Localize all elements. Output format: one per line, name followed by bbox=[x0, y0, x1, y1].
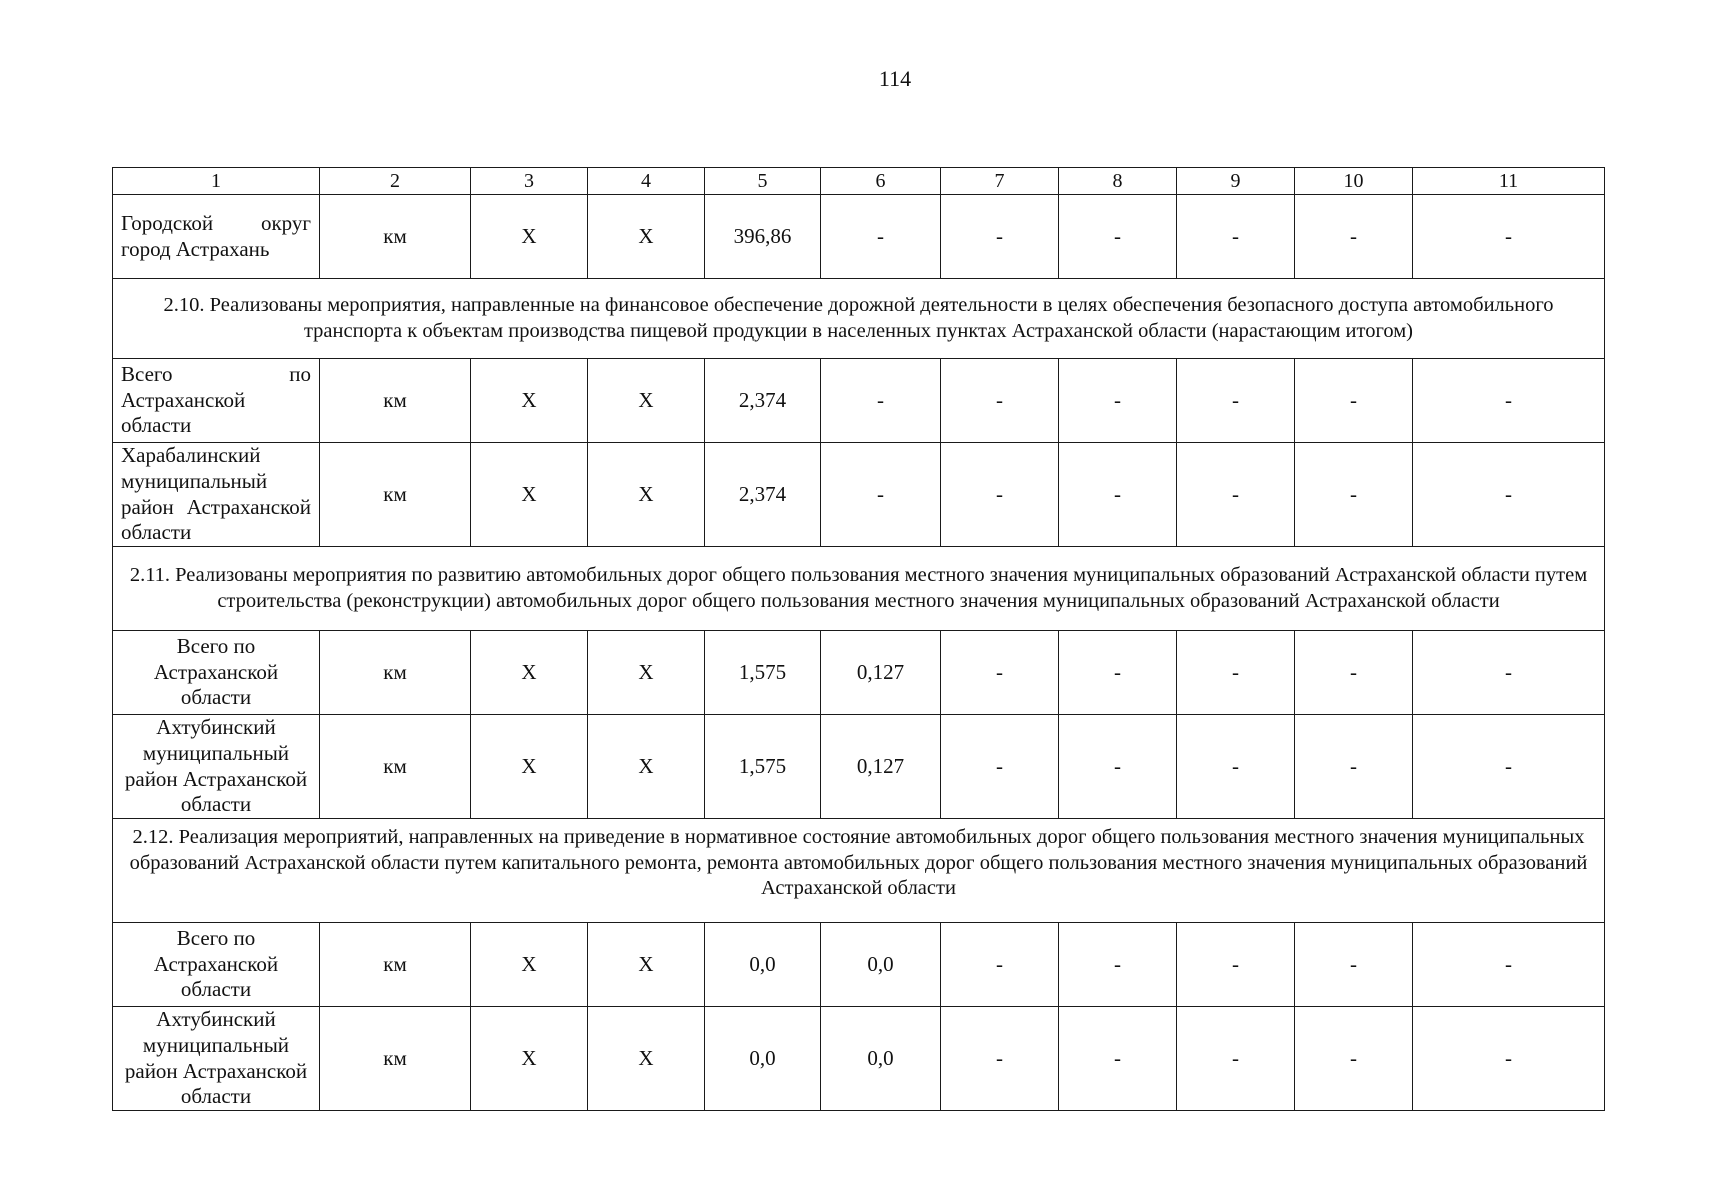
table-cell: Х bbox=[471, 195, 588, 279]
table-cell: - bbox=[1059, 923, 1177, 1007]
table-cell: - bbox=[1059, 631, 1177, 715]
table-row bbox=[113, 715, 1605, 819]
table-cell: 0,0 bbox=[705, 1007, 821, 1111]
column-header: 4 bbox=[588, 168, 705, 195]
section-heading: 2.10. Реализованы мероприятия, направленные на финансовое обеспечение дорожной деятельности в целях обеспечения безопасного доступа автомобильного транспорта к объектам производства пищевой продукции в населенных пунктах Астраханской области (нарастающим итогом) bbox=[113, 279, 1605, 359]
page-number: 114 bbox=[878, 66, 912, 91]
table-row bbox=[113, 195, 1605, 279]
row-name: Всего по Астраханской области bbox=[113, 923, 320, 1007]
section-row bbox=[113, 279, 1605, 359]
table-cell: - bbox=[1413, 359, 1605, 443]
table-cell: км bbox=[320, 923, 471, 1007]
table-cell: - bbox=[821, 195, 941, 279]
section-heading: 2.11. Реализованы мероприятия по развитию автомобильных дорог общего пользования местного значения муниципальных образований Астраханской области путем строительства (реконструкции) автомобильных дорог общего пользования местного значения муниципальных образований Астраханской области bbox=[113, 547, 1605, 631]
table-cell: Х bbox=[588, 715, 705, 819]
table-cell: Х bbox=[471, 715, 588, 819]
table-cell: - bbox=[941, 1007, 1059, 1111]
table-row bbox=[113, 443, 1605, 547]
table-cell: 0,0 bbox=[821, 923, 941, 1007]
table-cell: - bbox=[1413, 715, 1605, 819]
table-cell: - bbox=[1413, 923, 1605, 1007]
table-cell: - bbox=[1177, 1007, 1295, 1111]
table-cell: км bbox=[320, 443, 471, 547]
table-cell: км bbox=[320, 195, 471, 279]
table-cell: - bbox=[1177, 631, 1295, 715]
column-header: 1 bbox=[113, 168, 320, 195]
table-cell: - bbox=[941, 443, 1059, 547]
table-cell: - bbox=[821, 443, 941, 547]
row-name: Всего по Астраханской области bbox=[113, 631, 320, 715]
table-cell: - bbox=[1295, 715, 1413, 819]
table-cell: Х bbox=[588, 195, 705, 279]
column-header: 3 bbox=[471, 168, 588, 195]
column-header: 6 bbox=[821, 168, 941, 195]
table-cell: - bbox=[941, 631, 1059, 715]
table-row bbox=[113, 631, 1605, 715]
table-cell: - bbox=[1059, 359, 1177, 443]
table-cell: - bbox=[1295, 443, 1413, 547]
section-heading: 2.12. Реализация мероприятий, направленных на приведение в нормативное состояние автомобильных дорог общего пользования местного значения муниципальных образований Астраханской области путем капитального ремонта, ремонта автомобильных дорог общего пользования местного значения муниципальных образований Астраханской области bbox=[113, 819, 1605, 923]
column-header: 10 bbox=[1295, 168, 1413, 195]
table-cell: 0,127 bbox=[821, 715, 941, 819]
table-cell: 2,374 bbox=[705, 443, 821, 547]
table-cell: - bbox=[1177, 359, 1295, 443]
column-header: 9 bbox=[1177, 168, 1295, 195]
column-header: 11 bbox=[1413, 168, 1605, 195]
row-name: Городской округ город Астрахань bbox=[113, 195, 320, 279]
table-cell: Х bbox=[588, 1007, 705, 1111]
table-cell: Х bbox=[588, 631, 705, 715]
table-cell: - bbox=[1413, 1007, 1605, 1111]
table-cell: - bbox=[1059, 1007, 1177, 1111]
row-name: Всего по Астраханской области bbox=[113, 359, 320, 443]
table-cell: км bbox=[320, 359, 471, 443]
column-header: 2 bbox=[320, 168, 471, 195]
table-cell: Х bbox=[588, 923, 705, 1007]
table-cell: - bbox=[1295, 1007, 1413, 1111]
table-row bbox=[113, 359, 1605, 443]
table-cell: км bbox=[320, 631, 471, 715]
table-cell: - bbox=[1059, 443, 1177, 547]
table-row bbox=[113, 923, 1605, 1007]
table-cell: - bbox=[1295, 631, 1413, 715]
table-cell: - bbox=[1059, 195, 1177, 279]
row-name: Харабалинский муниципальный район Астраханской области bbox=[113, 443, 320, 547]
table-cell: 0,0 bbox=[821, 1007, 941, 1111]
table-cell: - bbox=[941, 923, 1059, 1007]
table-cell: - bbox=[941, 359, 1059, 443]
table-cell: км bbox=[320, 1007, 471, 1111]
table-cell: - bbox=[1413, 631, 1605, 715]
table-cell: - bbox=[1177, 443, 1295, 547]
table-cell: - bbox=[1295, 195, 1413, 279]
table-cell: - bbox=[1295, 923, 1413, 1007]
table-cell: - bbox=[1177, 923, 1295, 1007]
table-cell: 396,86 bbox=[705, 195, 821, 279]
table-cell: - bbox=[1177, 715, 1295, 819]
table-cell: - bbox=[1295, 359, 1413, 443]
table-cell: - bbox=[1413, 443, 1605, 547]
section-row bbox=[113, 547, 1605, 631]
table-cell: Х bbox=[471, 923, 588, 1007]
column-header: 5 bbox=[705, 168, 821, 195]
table-cell: - bbox=[1059, 715, 1177, 819]
table-header-row bbox=[113, 168, 1605, 195]
table-cell: - bbox=[821, 359, 941, 443]
table-cell: 1,575 bbox=[705, 715, 821, 819]
table-row bbox=[113, 1007, 1605, 1111]
table-cell: 2,374 bbox=[705, 359, 821, 443]
table-cell: Х bbox=[588, 359, 705, 443]
table-cell: Х bbox=[588, 443, 705, 547]
table-cell: 1,575 bbox=[705, 631, 821, 715]
table-cell: Х bbox=[471, 631, 588, 715]
table-cell: 0,0 bbox=[705, 923, 821, 1007]
table-cell: Х bbox=[471, 443, 588, 547]
table-cell: Х bbox=[471, 1007, 588, 1111]
column-header: 8 bbox=[1059, 168, 1177, 195]
table-cell: - bbox=[941, 715, 1059, 819]
section-row bbox=[113, 819, 1605, 923]
table-cell: Х bbox=[471, 359, 588, 443]
row-name: Ахтубинский муниципальный район Астраханской области bbox=[113, 1007, 320, 1111]
table-cell: 0,127 bbox=[821, 631, 941, 715]
table-cell: - bbox=[941, 195, 1059, 279]
table-cell: - bbox=[1413, 195, 1605, 279]
indicators-table bbox=[112, 167, 1605, 1111]
row-name: Ахтубинский муниципальный район Астраханской области bbox=[113, 715, 320, 819]
table-cell: - bbox=[1177, 195, 1295, 279]
table-cell: км bbox=[320, 715, 471, 819]
column-header: 7 bbox=[941, 168, 1059, 195]
